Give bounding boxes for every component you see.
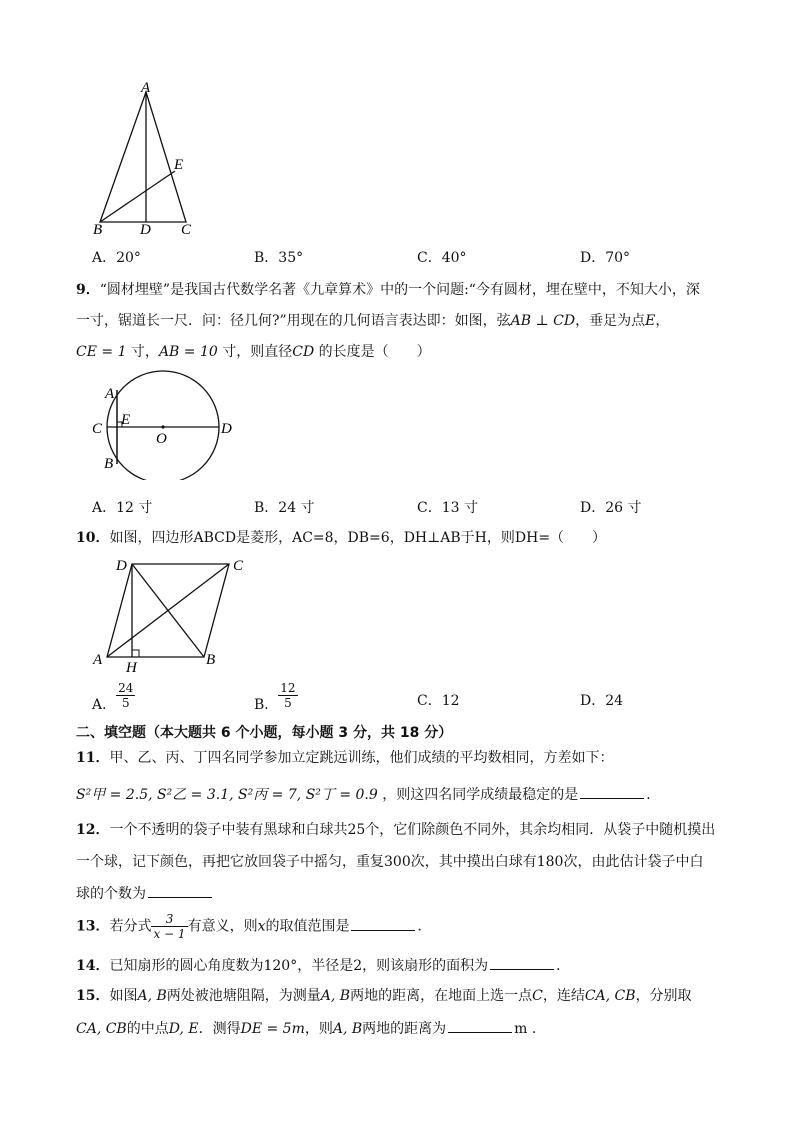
q9-number: 9． (76, 282, 100, 298)
q8-triangle-figure (88, 80, 208, 240)
q12-text-2: 一个球，记下颜色，再把它放回袋子中摇匀，重复300次，其中摸出白球有180次，由此估计袋子中白 (76, 854, 704, 870)
q9-option-c[interactable]: C．13 寸 (417, 500, 478, 516)
q10-option-a-fraction (116, 681, 135, 710)
q15-text-2b: 的中点 (126, 1021, 169, 1037)
q8-option-d[interactable]: D．70° (580, 250, 631, 266)
q15-text-2h: 两地的距离为 (362, 1021, 447, 1037)
q9-options (76, 497, 716, 519)
q9-math-cd: CD (292, 344, 315, 360)
q14-end: ． (556, 958, 571, 974)
q15-number: 15． (76, 988, 110, 1004)
label-E: E (121, 412, 131, 428)
q9-math-e: E (645, 313, 656, 329)
q13-text-a: 若分式 (109, 918, 152, 935)
q15-math-ca-cb: CA, CB (584, 988, 636, 1004)
q10-option-a[interactable] (92, 681, 135, 713)
q12-line3 (76, 883, 214, 904)
variance-yi: S²乙 = 3.1, (157, 787, 234, 803)
q13-fraction (151, 912, 187, 941)
q10-text: 如图，四边形ABCD是菱形，AC=8，DB=6，DH⊥AB于H，则DH=（ ） (109, 530, 607, 546)
variance-ding: S²丁 = 0.9 (305, 787, 378, 803)
q9-text-3d: 寸，则直径 (217, 344, 293, 360)
q15-text-1i: ，分别取 (635, 988, 692, 1004)
q11-number: 11． (76, 750, 110, 766)
q14-text: 已知扇形的圆心角度数为120°，半径是2，则该扇形的面积为 (109, 958, 489, 974)
q11-end: ． (646, 787, 661, 803)
label-C: C (233, 558, 244, 574)
q12-line1 (76, 820, 715, 840)
q9-text-2a: 一寸，锯道长一尺．问：径几何?”用现在的几何语言表达即：如图，弦 (76, 313, 511, 329)
q13-text-b: 有意义，则 (187, 918, 258, 935)
q14-number: 14． (76, 958, 110, 974)
q9-text-3b: 寸， (126, 344, 159, 360)
q15-text-1g: ，连结 (542, 988, 585, 1004)
q9-math-ab-perp-cd: AB ⊥ CD (510, 313, 576, 329)
q9-line1 (76, 280, 700, 300)
q9-text-3f: 的长度是（ ） (314, 344, 431, 360)
label-E: E (174, 157, 184, 173)
q8-option-c[interactable]: C．40° (417, 250, 467, 266)
q9-text-1: “圆材埋壁”是我国古代数学名著《九章算术》中的一个问题:“今有圆材，埋在壁中，不知大小，深 (99, 282, 700, 298)
q9-circle-figure (88, 370, 248, 480)
label-A: A (141, 80, 151, 96)
q10-option-b[interactable] (254, 681, 298, 713)
q11-text: 甲、乙、丙、丁四名同学参加立定跳远训练，他们成绩的平均数相同，方差如下： (109, 750, 614, 766)
q15-answer-blank[interactable] (448, 1018, 512, 1033)
label-H: H (126, 660, 137, 674)
q14-line (76, 955, 570, 976)
variance-jia: S²甲 = 2.5, (76, 787, 153, 803)
q10-rhombus-figure (88, 552, 258, 674)
q12-line2 (76, 852, 703, 872)
denominator: 5 (284, 696, 292, 710)
q15-text-2f: ，则 (304, 1021, 333, 1037)
q13-answer-blank[interactable] (351, 916, 415, 931)
q8-option-a[interactable]: A．20° (92, 250, 141, 266)
label-C: C (181, 222, 192, 238)
q11-line2 (76, 784, 660, 805)
q15-math-ca-cb-2: CA, CB (76, 1021, 127, 1037)
label-D: D (140, 222, 151, 238)
q10-option-b-fraction (278, 681, 297, 710)
q11-tail: ，则这四名同学成绩最稳定的是 (382, 787, 579, 803)
label-D: D (221, 421, 232, 437)
q11-line1 (76, 748, 613, 768)
label-D: D (116, 558, 127, 574)
q9-math-ce: CE = 1 (76, 344, 127, 360)
q15-text-1c: 两处被池塘阻隔，为测量 (166, 988, 321, 1004)
q13-text-c: 的取值范围是 (265, 918, 350, 935)
numerator: 12 (280, 681, 296, 695)
q15-text-2d: ．测得 (198, 1021, 241, 1037)
label-B: B (93, 222, 103, 238)
q14-answer-blank[interactable] (490, 955, 554, 970)
label-O: O (156, 431, 167, 447)
q15-math-c: C (532, 988, 543, 1004)
q10-option-c[interactable]: C．12 (417, 693, 460, 709)
q9-line2 (76, 311, 669, 331)
denominator: 5 (121, 696, 130, 710)
q13-end: ． (417, 918, 432, 935)
q15-math-de: D, E (168, 1021, 199, 1037)
variance-bing: S²丙 = 7, (238, 787, 302, 803)
label-B: B (206, 652, 216, 668)
q9-option-b[interactable]: B．24 寸 (254, 500, 315, 516)
q12-answer-blank[interactable] (148, 883, 212, 898)
q12-number: 12． (76, 822, 110, 838)
q12-text-3: 球的个数为 (76, 886, 146, 902)
q15-text-1a: 如图 (109, 988, 138, 1004)
q15-text-1e: 两地的距离，在地面上选一点 (350, 988, 533, 1004)
label-B: B (104, 456, 114, 472)
q10-option-b-label: B． (254, 696, 279, 713)
q9-math-ab: AB = 10 (158, 344, 218, 360)
q9-text-2c: ，垂足为点 (575, 313, 646, 329)
q10-options (76, 681, 716, 719)
q13-line (76, 912, 431, 946)
q12-text-1: 一个不透明的袋子中装有黑球和白球共25个，它们除颜色不同外，其余均相同．从袋子中随机摸出 (109, 822, 716, 838)
q10-option-d[interactable]: D．24 (580, 693, 624, 709)
label-A: A (93, 652, 103, 668)
q10-line1 (76, 528, 606, 548)
label-A: A (105, 386, 115, 402)
q15-math-de-5m: DE = 5m (240, 1021, 305, 1037)
q8-option-b[interactable]: B．35° (254, 250, 304, 266)
numerator: 3 (151, 912, 187, 927)
q15-math-ab-2: A, B (320, 988, 351, 1004)
q15-math-ab: A, B (137, 988, 167, 1004)
q15-line2 (76, 1018, 546, 1039)
q15-math-ab-3: A, B (332, 1021, 363, 1037)
q9-option-d[interactable]: D．26 寸 (580, 500, 642, 516)
denominator: x − 1 (153, 927, 186, 941)
q15-unit: m ． (514, 1021, 546, 1037)
q9-line3 (76, 342, 431, 362)
label-C: C (92, 421, 103, 437)
numerator: 24 (118, 681, 134, 695)
q9-text-2e: ， (655, 313, 670, 329)
q13-var-x: x (257, 918, 266, 935)
q13-number: 13． (76, 918, 110, 935)
q9-option-a[interactable]: A．12 寸 (92, 500, 153, 516)
q10-option-a-label: A． (92, 696, 117, 713)
q8-options (76, 247, 716, 269)
q15-line1 (76, 986, 692, 1006)
section-heading-fill-in: 二、填空题（本大题共 6 个小题，每小题 3 分，共 18 分） (76, 725, 453, 741)
q11-answer-blank[interactable] (580, 784, 644, 799)
q10-number: 10． (76, 530, 110, 546)
